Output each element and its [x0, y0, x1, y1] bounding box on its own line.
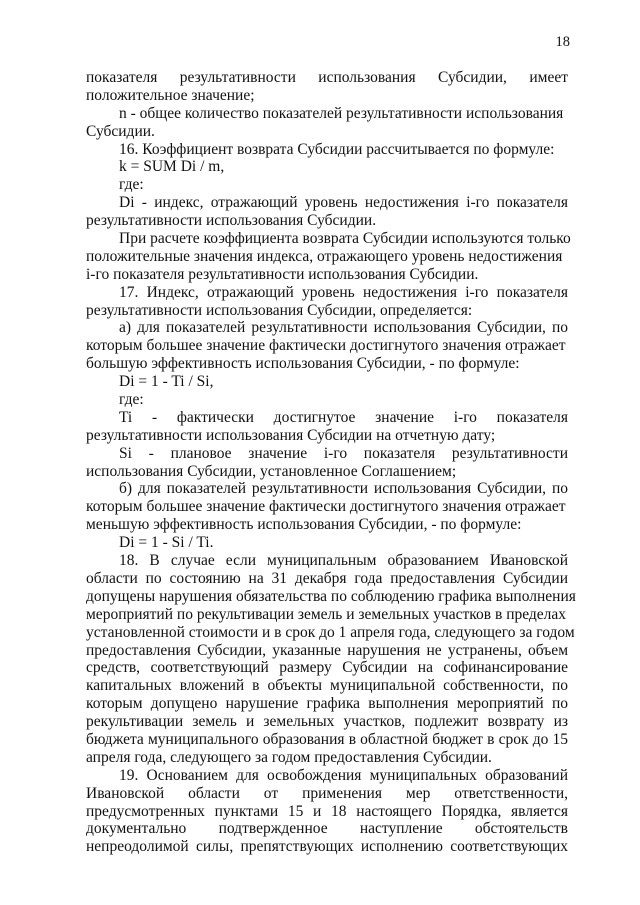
text-line: области по состоянию на 31 декабря года предоставления Субсидии	[86, 569, 568, 587]
text-line: n - общее количество показателей результативности использования	[119, 104, 564, 122]
text-line: меньшую эффективность использования Субсидии, - по формуле:	[86, 516, 522, 534]
text-line: Ивановской области от применения мер ответственности,	[86, 784, 568, 802]
text-line: рекультивации земель и земельных участков, подлежит возврату из	[86, 713, 568, 731]
text-line: большую эффективность использования Субсидии, - по формуле:	[86, 355, 520, 373]
text-line: показателя результативности использования Субсидии, имеет	[86, 69, 568, 86]
text-line: непреодолимой силы, препятствующих исполнению соответствующих	[86, 838, 568, 856]
text-line: Di = 1 - Si / Ti.	[119, 534, 214, 552]
text-line: допущены нарушения обязательства по соблюдению графика выполнения	[86, 587, 576, 605]
text-line: положительное значение;	[86, 86, 255, 104]
text-line: 17. Индекс, отражающий уровень недостижения i-го показателя	[119, 283, 568, 301]
text-line: результативности использования Субсидии на отчетную дату;	[86, 426, 496, 444]
text-line: Субсидии.	[86, 122, 155, 140]
text-line: предусмотренных пунктами 15 и 18 настоящего Порядка, является	[86, 802, 568, 820]
text-line: установленной стоимости и в срок до 1 апреля года, следующего за годом	[86, 623, 575, 641]
text-line: апреля года, следующего за годом предоставления Субсидии.	[86, 748, 492, 766]
text-line: б) для показателей результативности использования Субсидии, по	[119, 480, 568, 498]
text-line: k = SUM Di / m,	[119, 158, 225, 176]
text-line: положительные значения индекса, отражающего уровень недостижения	[86, 247, 563, 265]
text-line: где:	[119, 176, 144, 194]
text-line: мероприятий по рекультивации земель и земельных участков в пределах	[86, 605, 567, 623]
text-line: которым большее значение фактически достигнутого значения отражает	[86, 498, 566, 516]
text-line: результативности использования Субсидии, определяется:	[86, 301, 473, 319]
text-line: Si - плановое значение i-го показателя результативности	[119, 444, 568, 462]
text-line: капитальных вложений в объекты муниципальной собственности, по	[86, 677, 568, 695]
text-line: Ti - фактически достигнутое значение i-го показателя	[119, 408, 568, 426]
text-line: которым большее значение фактически достигнутого значения отражает	[86, 337, 566, 355]
text-line: 19. Основанием для освобождения муниципальных образований	[119, 766, 568, 784]
text-line: которым допущено нарушение графика выполнения мероприятий по	[86, 695, 568, 713]
text-line: Di - индекс, отражающий уровень недостижения i-го показателя	[119, 194, 568, 212]
text-line: документально подтвержденное наступление обстоятельств	[86, 820, 568, 838]
text-line: При расчете коэффициента возврата Субсидии используются только	[119, 230, 571, 248]
text-line: Di = 1 - Ti / Si,	[119, 373, 214, 391]
text-line: предоставления Субсидии, указанные нарушения не устранены, объем	[86, 641, 568, 659]
text-line: i-го показателя результативности использования Субсидии.	[86, 265, 479, 283]
text-line: результативности использования Субсидии.	[86, 212, 377, 230]
text-line: 18. В случае если муниципальным образованием Ивановской	[119, 552, 568, 570]
text-line: средств, соответствующий размеру Субсидии на софинансирование	[86, 659, 568, 677]
document-body	[86, 69, 576, 856]
text-line: бюджета муниципального образования в областной бюджет в срок до 15	[86, 730, 568, 748]
text-line: а) для показателей результативности использования Субсидии, по	[119, 319, 568, 337]
page-number: 18	[555, 34, 570, 50]
text-line: 16. Коэффициент возврата Субсидии рассчитывается по формуле:	[119, 140, 555, 158]
text-line: где:	[119, 391, 144, 409]
text-line: использования Субсидии, установленное Соглашением;	[86, 462, 457, 480]
